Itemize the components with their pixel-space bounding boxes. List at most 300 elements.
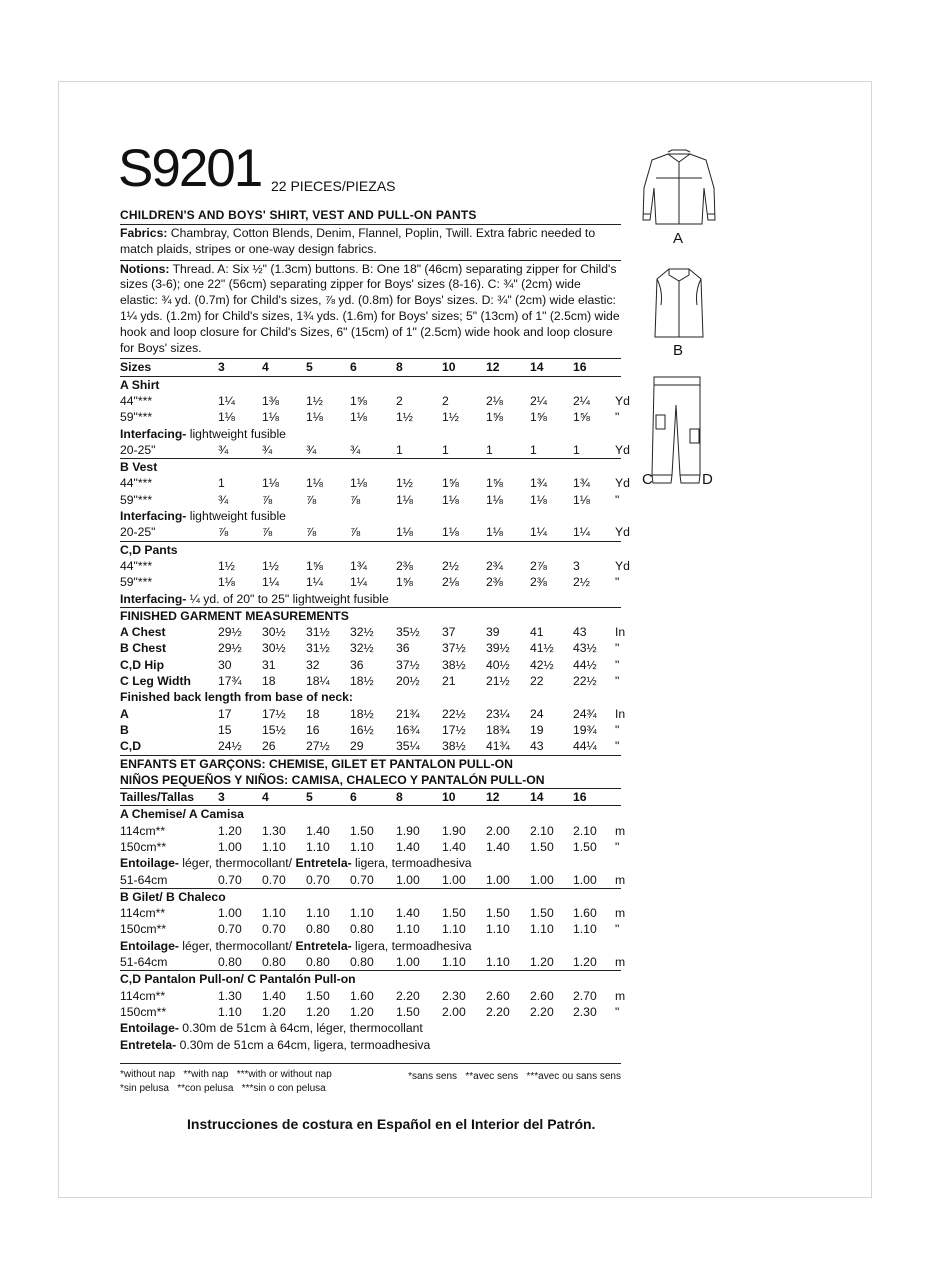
size-value: 10 <box>442 790 456 805</box>
cell-value: 1 <box>396 442 403 457</box>
cell-value: 1 <box>218 476 225 491</box>
interfacing-es-text: ligera, termoadhesiva <box>351 856 472 871</box>
cell-value: 17¾ <box>218 674 242 689</box>
row-label: C Leg Width <box>120 674 191 689</box>
cell-value: 17 <box>218 706 232 721</box>
table-row <box>120 722 621 738</box>
cell-value: 39 <box>486 625 500 640</box>
interfacing-fr-label: Entoilage- <box>120 856 179 871</box>
cell-value: 0.70 <box>262 872 286 887</box>
cell-value: 35¼ <box>396 739 420 754</box>
interfacing-es-label: Entretela- <box>295 856 352 871</box>
table-row <box>120 839 621 855</box>
cell-value: 2⅛ <box>442 575 459 590</box>
cell-value: 20½ <box>396 674 420 689</box>
cell-value: 0.80 <box>350 955 374 970</box>
cell-value: 2.10 <box>530 823 554 838</box>
cell-value: 1⅛ <box>442 492 459 507</box>
vest-view-b-sketch <box>651 265 707 343</box>
cell-value: 2⅜ <box>530 575 547 590</box>
interfacing-fr-label: Entoilage- <box>120 1021 179 1036</box>
cell-value: 1.20 <box>218 823 242 838</box>
sizes-header-row <box>120 359 621 375</box>
row-label: C,D Hip <box>120 657 165 672</box>
cell-value: 1½ <box>442 410 459 425</box>
cell-value: 1⅛ <box>486 492 503 507</box>
cell-value: 16 <box>306 722 320 737</box>
cell-value: 42½ <box>530 657 554 672</box>
table-row <box>120 988 626 1004</box>
row-label: 20-25" <box>120 442 156 457</box>
garment-heading: A Chemise/ A Camisa <box>120 807 244 822</box>
row-label: 150cm** <box>120 922 167 937</box>
cell-value: 2.20 <box>530 1004 554 1019</box>
cell-value: 1⅝ <box>396 575 413 590</box>
back-length-heading: Finished back length from base of neck: <box>120 690 353 705</box>
cell-value: 1.10 <box>442 955 466 970</box>
cell-value: 1.50 <box>442 906 466 921</box>
size-value: 14 <box>530 790 544 805</box>
unit: m <box>615 906 626 921</box>
cell-value: 1⅝ <box>350 393 367 408</box>
row-label: 59"*** <box>120 410 153 425</box>
cell-value: 19 <box>530 722 544 737</box>
cell-value: 1.10 <box>486 922 510 937</box>
table-row <box>120 393 630 409</box>
cell-value: ¾ <box>306 442 317 457</box>
view-b-label: B <box>673 342 684 359</box>
cell-value: 43 <box>530 739 544 754</box>
cell-value: 1.10 <box>530 922 554 937</box>
cell-value: 1.10 <box>486 955 510 970</box>
cell-value: ⅞ <box>350 525 361 540</box>
cell-value: 1⅛ <box>218 575 235 590</box>
cell-value: 1.40 <box>396 839 420 854</box>
cell-value: 0.70 <box>262 922 286 937</box>
cell-value: 2½ <box>573 575 590 590</box>
cell-value: 1.40 <box>442 839 466 854</box>
notions-label: Notions: <box>120 261 170 276</box>
cell-value: 38½ <box>442 739 466 754</box>
row-label: 114cm** <box>120 823 166 838</box>
cell-value: 1.20 <box>573 955 597 970</box>
cell-value: 1 <box>442 442 449 457</box>
cell-value: 19¾ <box>573 722 597 737</box>
interfacing-es-label: Entretela- <box>295 938 352 953</box>
interfacing-label: Interfacing- <box>120 591 187 606</box>
cell-value: 2.20 <box>396 988 420 1003</box>
cell-value: 0.80 <box>306 922 330 937</box>
view-d-label: D <box>702 471 713 488</box>
cell-value: 2⅞ <box>530 558 547 573</box>
cell-value: 1.20 <box>262 1004 286 1019</box>
size-value: 14 <box>530 360 544 375</box>
row-label: 44"*** <box>120 393 153 408</box>
cell-value: 1.10 <box>350 906 374 921</box>
interfacing-label: Interfacing- <box>120 509 187 524</box>
cell-value: 1.50 <box>306 988 330 1003</box>
unit: Yd <box>615 442 630 457</box>
unit: Yd <box>615 525 630 540</box>
size-value: 5 <box>306 360 313 375</box>
table-row <box>120 673 621 689</box>
cell-value: 1.90 <box>442 823 466 838</box>
cell-value: 1⅛ <box>573 492 590 507</box>
cell-value: 30½ <box>262 641 286 656</box>
unit: Yd <box>615 558 630 573</box>
unit: " <box>615 492 620 507</box>
cell-value: 18½ <box>350 706 374 721</box>
unit: m <box>615 955 626 970</box>
cell-value: 29½ <box>218 641 242 656</box>
cell-value: 1⅛ <box>396 525 413 540</box>
row-label: B Chest <box>120 641 167 656</box>
cell-value: 1¼ <box>262 575 279 590</box>
cell-value: 36 <box>350 657 364 672</box>
cell-value: 1.40 <box>486 839 510 854</box>
garment-heading: B Gilet/ B Chaleco <box>120 889 226 904</box>
header <box>118 139 262 198</box>
cell-value: 2¼ <box>530 393 547 408</box>
cell-value: 3 <box>573 558 580 573</box>
cell-value: 1⅛ <box>396 492 413 507</box>
cell-value: 21¾ <box>396 706 420 721</box>
footnotes-left <box>120 1068 332 1096</box>
cell-value: 1.00 <box>218 906 242 921</box>
interfacing-note <box>120 938 621 954</box>
cell-value: 0.80 <box>350 922 374 937</box>
row-label: 59"*** <box>120 575 153 590</box>
cell-value: 27½ <box>306 739 330 754</box>
garment-heading: C,D Pantalon Pull-on/ C Pantalón Pull-on <box>120 972 356 987</box>
cell-value: 2.30 <box>573 1004 597 1019</box>
cell-value: 1⅜ <box>262 393 279 408</box>
cell-value: 1.00 <box>396 955 420 970</box>
table-row <box>120 1004 621 1020</box>
table-row <box>120 954 626 970</box>
interfacing-fr-text: léger, thermocollant/ <box>178 938 296 953</box>
table-row <box>120 706 626 722</box>
cell-value: 40½ <box>486 657 510 672</box>
cell-value: 1.50 <box>350 823 374 838</box>
cell-value: 31 <box>262 657 276 672</box>
cell-value: 29½ <box>218 625 242 640</box>
sizes-label: Sizes <box>120 360 152 375</box>
cell-value: 2.20 <box>486 1004 510 1019</box>
table-row <box>120 574 621 590</box>
row-label: 114cm** <box>120 988 166 1003</box>
cell-value: 1.20 <box>530 955 554 970</box>
cell-value: 2.70 <box>573 988 597 1003</box>
cell-value: 17½ <box>262 706 286 721</box>
cell-value: 41¾ <box>486 739 510 754</box>
interfacing-fr-label: Entoilage- <box>120 938 179 953</box>
cell-value: 1⅛ <box>530 492 547 507</box>
cell-value: ¾ <box>218 442 229 457</box>
cell-value: 15 <box>218 722 232 737</box>
unit: " <box>615 722 620 737</box>
cell-value: 41½ <box>530 641 554 656</box>
cell-value: 41 <box>530 625 544 640</box>
unit: " <box>615 1004 620 1019</box>
divider <box>120 1063 621 1064</box>
cell-value: 1.10 <box>573 922 597 937</box>
cell-value: 1⅛ <box>350 476 367 491</box>
cell-value: 1 <box>573 442 580 457</box>
cell-value: 1⅝ <box>530 410 547 425</box>
cell-value: 43½ <box>573 641 597 656</box>
interfacing-fr-text: 0.30m de 51cm à 64cm, léger, thermocollant <box>178 1021 423 1036</box>
finished-heading: FINISHED GARMENT MEASUREMENTS <box>120 608 349 623</box>
cell-value: 1⅛ <box>306 410 323 425</box>
cell-value: 24½ <box>218 739 242 754</box>
cell-value: ⅞ <box>218 525 229 540</box>
cell-value: 2.10 <box>573 823 597 838</box>
cell-value: 44¼ <box>573 739 597 754</box>
unit: Yd <box>615 476 630 491</box>
unit: Yd <box>615 393 630 408</box>
cell-value: 2⅜ <box>486 575 503 590</box>
cell-value: 1.50 <box>396 1004 420 1019</box>
cell-value: 1½ <box>396 410 413 425</box>
cell-value: 1½ <box>218 558 235 573</box>
cell-value: 1.10 <box>262 906 286 921</box>
cell-value: 30½ <box>262 625 286 640</box>
cell-value: 1 <box>530 442 537 457</box>
table-row <box>120 624 626 640</box>
cell-value: 0.80 <box>306 955 330 970</box>
cell-value: 39½ <box>486 641 510 656</box>
view-c-label: C <box>642 471 653 488</box>
table-row <box>120 872 626 888</box>
cell-value: 1.40 <box>306 823 330 838</box>
cell-value: 35½ <box>396 625 420 640</box>
notions-text: Thread. A: Six ½" (1.3cm) buttons. B: One 18" (46cm) separating zipper for Child's sizes (3-6); one 22" (56cm) separating zipper for Boys' sizes (8-16). C: ¾" (2cm) wide elastic: ¾ yd. (0.7m) for Child's sizes, ⅞ yd. (0.8m) for Boys' sizes. D: ¾" (2cm) wide elastic: 1¼ yds. (1.2m) for Child's sizes, 1¾ yds. (1.6m) for Boys' sizes; 5" (13cm) of 1" (2.5cm) wide hook and loop closure for Child's Sizes, 6" (15cm) of 1" (2.5cm) wide hook and loop closure for Boys' sizes. <box>120 261 620 355</box>
cell-value: 1.40 <box>262 988 286 1003</box>
view-a-label: A <box>673 230 684 247</box>
table-row <box>120 524 630 540</box>
title-french: ENFANTS ET GARÇONS: CHEMISE, GILET ET PANTALON PULL-ON <box>120 756 513 771</box>
cell-value: 0.80 <box>218 955 242 970</box>
cell-value: 1⅛ <box>350 410 367 425</box>
cell-value: 36 <box>396 641 410 656</box>
cell-value: 1⅝ <box>573 410 590 425</box>
cell-value: 32½ <box>350 641 374 656</box>
cell-value: 1⅛ <box>262 476 279 491</box>
size-value: 8 <box>396 790 403 805</box>
interfacing-note <box>120 1037 621 1053</box>
footnotes <box>120 1068 621 1096</box>
cell-value: 37½ <box>396 657 420 672</box>
cell-value: 2.00 <box>486 823 510 838</box>
cell-value: 22 <box>530 674 544 689</box>
table-row <box>120 905 626 921</box>
cell-value: 2¾ <box>486 558 503 573</box>
finished-measurements-table <box>120 608 626 755</box>
cell-value: 1.00 <box>486 872 510 887</box>
cell-value: 37½ <box>442 641 466 656</box>
cell-value: 1.60 <box>350 988 374 1003</box>
cell-value: 1.40 <box>396 906 420 921</box>
cell-value: 1½ <box>306 393 323 408</box>
cell-value: 2⅜ <box>396 558 413 573</box>
interfacing-note <box>120 426 621 442</box>
cell-value: 1⅝ <box>442 476 459 491</box>
cell-value: 32½ <box>350 625 374 640</box>
row-label: 51-64cm <box>120 955 168 970</box>
unit: In <box>615 625 626 640</box>
cell-value: 1¾ <box>530 476 547 491</box>
cell-value: 1.00 <box>442 872 466 887</box>
shirt-view-a-sketch <box>638 148 720 228</box>
imperial-table <box>120 359 630 606</box>
size-value: 10 <box>442 360 456 375</box>
unit: " <box>615 922 620 937</box>
cell-value: 21 <box>442 674 456 689</box>
table-row <box>120 558 630 574</box>
cell-value: 2 <box>442 393 449 408</box>
cell-value: 24 <box>530 706 544 721</box>
cell-value: 1⅛ <box>442 525 459 540</box>
unit: " <box>615 575 620 590</box>
cell-value: 31½ <box>306 625 330 640</box>
interfacing-note <box>120 1020 621 1036</box>
unit: " <box>615 739 620 754</box>
size-value: 6 <box>350 360 357 375</box>
cell-value: 1⅝ <box>486 476 503 491</box>
notions-paragraph <box>120 262 621 357</box>
unit: m <box>615 872 626 887</box>
cell-value: 1⅛ <box>262 410 279 425</box>
interfacing-fr-text: léger, thermocollant/ <box>178 856 296 871</box>
content-column <box>120 208 630 1096</box>
cell-value: ⅞ <box>262 492 273 507</box>
cell-value: 18 <box>262 674 276 689</box>
pieces-count: 22 PIECES/PIEZAS <box>271 178 396 194</box>
cell-value: 1¼ <box>573 525 590 540</box>
fabrics-paragraph <box>120 226 621 258</box>
row-label: 44"*** <box>120 558 153 573</box>
cell-value: 24¾ <box>573 706 597 721</box>
row-label: 44"*** <box>120 476 153 491</box>
cell-value: 1.10 <box>262 839 286 854</box>
cell-value: 0.70 <box>218 872 242 887</box>
cell-value: 2.60 <box>530 988 554 1003</box>
cell-value: 30 <box>218 657 232 672</box>
sizes-label: Tailles/Tallas <box>120 790 195 805</box>
cell-value: 0.70 <box>350 872 374 887</box>
table-row <box>120 442 630 458</box>
cell-value: 0.80 <box>262 955 286 970</box>
cell-value: 38½ <box>442 657 466 672</box>
unit: " <box>615 674 620 689</box>
cell-value: 2.30 <box>442 988 466 1003</box>
cell-value: 18½ <box>350 674 374 689</box>
footnote-english: *without nap **with nap ***with or without nap <box>120 1068 332 1080</box>
cell-value: ⅞ <box>350 492 361 507</box>
cell-value: 32 <box>306 657 320 672</box>
cell-value: ¾ <box>350 442 361 457</box>
cell-value: 0.70 <box>306 872 330 887</box>
cell-value: 23¼ <box>486 706 510 721</box>
size-value: 3 <box>218 790 225 805</box>
interfacing-label: Interfacing- <box>120 426 187 441</box>
interfacing-text: ¼ yd. of 20" to 25" lightweight fusible <box>186 591 389 606</box>
cell-value: 44½ <box>573 657 597 672</box>
cell-value: 1⅝ <box>306 558 323 573</box>
cell-value: 1⅛ <box>218 410 235 425</box>
metric-table <box>120 789 626 1053</box>
table-row <box>120 657 621 673</box>
cell-value: 1.10 <box>306 839 330 854</box>
size-value: 12 <box>486 790 500 805</box>
size-value: 8 <box>396 360 403 375</box>
cell-value: 1¼ <box>306 575 323 590</box>
cell-value: 1.00 <box>530 872 554 887</box>
table-row <box>120 409 621 425</box>
cell-value: 1.50 <box>573 839 597 854</box>
cell-value: 1½ <box>262 558 279 573</box>
cell-value: ¾ <box>262 442 273 457</box>
size-value: 16 <box>573 790 587 805</box>
cell-value: 1.10 <box>396 922 420 937</box>
cell-value: 22½ <box>573 674 597 689</box>
cell-value: 1.30 <box>262 823 286 838</box>
cell-value: 29 <box>350 739 364 754</box>
cell-value: 17½ <box>442 722 466 737</box>
cell-value: 1.60 <box>573 906 597 921</box>
unit: m <box>615 988 626 1003</box>
fabrics-label: Fabrics: <box>120 226 168 240</box>
cell-value: 16½ <box>350 722 374 737</box>
table-row <box>120 492 621 508</box>
cell-value: 15½ <box>262 722 286 737</box>
row-label: 20-25" <box>120 525 156 540</box>
interfacing-note <box>120 508 621 524</box>
cell-value: 2.00 <box>442 1004 466 1019</box>
fabrics-text: Chambray, Cotton Blends, Denim, Flannel, Poplin, Twill. Extra fabric needed to match plaids, stripes or one-way design fabrics. <box>120 226 596 256</box>
cell-value: 18¼ <box>306 674 330 689</box>
cell-value: 1¼ <box>530 525 547 540</box>
size-value: 12 <box>486 360 500 375</box>
cell-value: 1.30 <box>218 988 242 1003</box>
interfacing-text: lightweight fusible <box>186 426 286 441</box>
cell-value: 1.50 <box>486 906 510 921</box>
cell-value: 1¼ <box>350 575 367 590</box>
cell-value: 18 <box>306 706 320 721</box>
interfacing-es-text: 0.30m de 51cm a 64cm, ligera, termoadhesiva <box>176 1037 431 1052</box>
cell-value: 43 <box>573 625 587 640</box>
unit: m <box>615 823 626 838</box>
row-label: C,D <box>120 739 141 754</box>
cell-value: 1.10 <box>306 906 330 921</box>
size-value: 4 <box>262 790 269 805</box>
cell-value: 0.70 <box>218 922 242 937</box>
cell-value: 1.90 <box>396 823 420 838</box>
row-label: B <box>120 722 129 737</box>
row-label: 150cm** <box>120 839 167 854</box>
divider <box>120 224 621 225</box>
cell-value: 1¾ <box>573 476 590 491</box>
title-english: CHILDREN'S AND BOYS' SHIRT, VEST AND PULL-ON PANTS <box>120 208 477 222</box>
cell-value: 2 <box>396 393 403 408</box>
cell-value: 1¾ <box>350 558 367 573</box>
interfacing-es-text: ligera, termoadhesiva <box>351 938 472 953</box>
row-label: A <box>120 706 129 721</box>
cell-value: 22½ <box>442 706 466 721</box>
unit: In <box>615 706 626 721</box>
row-label: A Chest <box>120 625 166 640</box>
